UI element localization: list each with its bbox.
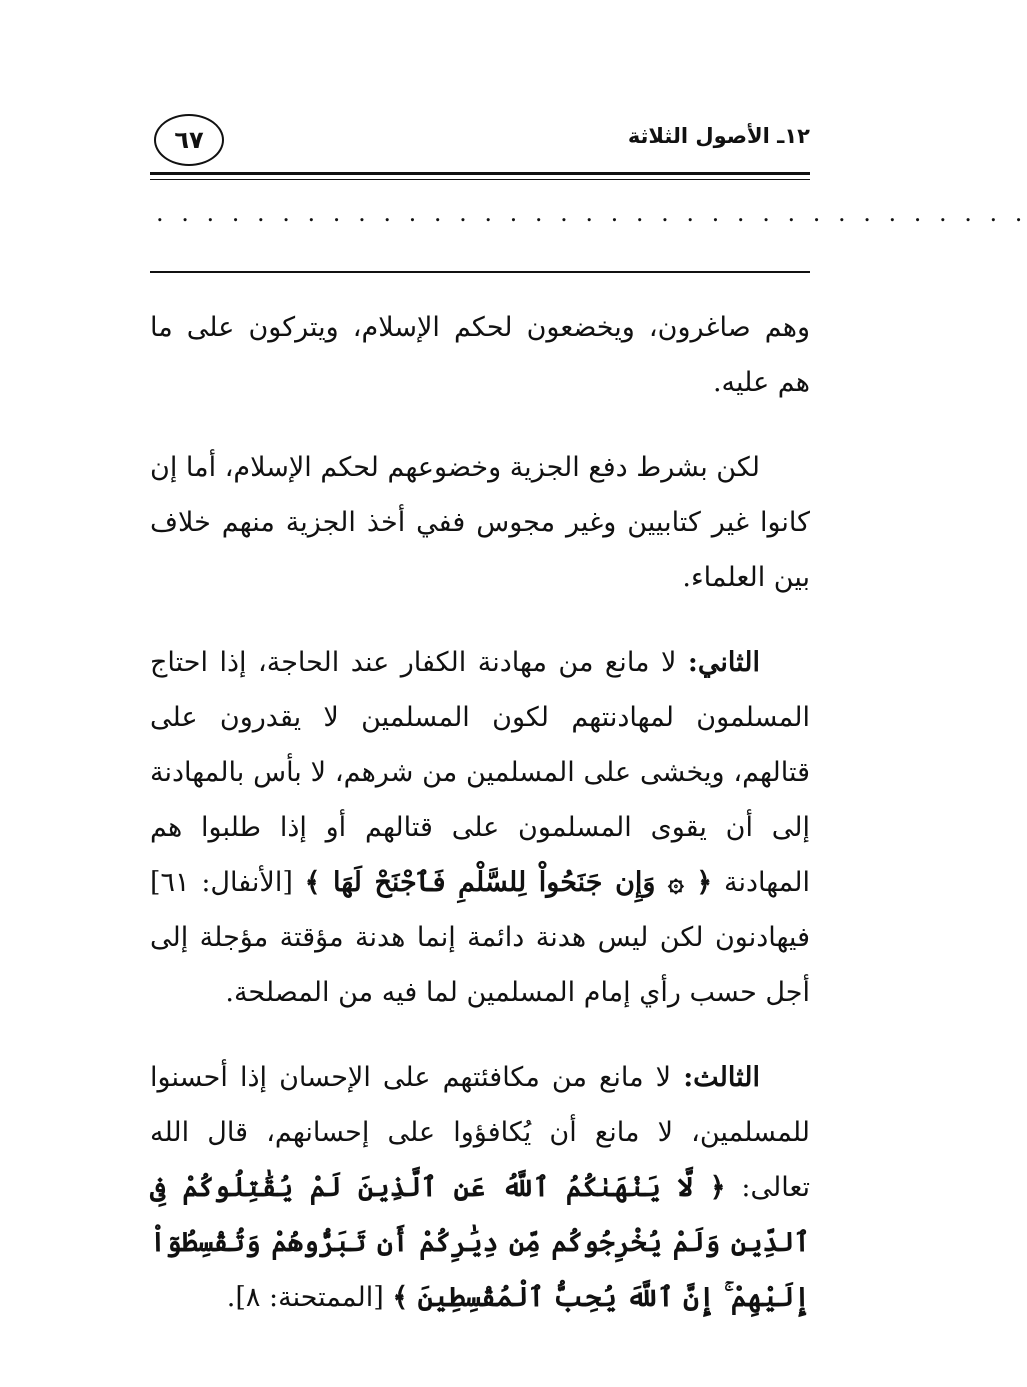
quran-verse: ﴿ لَّا يَنْهَىٰكُمُ ٱللَّهُ عَنِ ٱلَّذِينَ لَمْ يُقَٰتِلُوكُمْ فِى ٱلدِّينِ وَلَمْ يُخْرِجُوكُم مِّن دِيَٰرِكُمْ أَن تَبَرُّوهُمْ وَتُقْسِطُوٓاْ إِلَيْهِمْ ۚ إِنَّ ٱللَّهَ يُحِبُّ ٱلْمُقْسِطِينَ ﴾ bbox=[150, 1172, 810, 1313]
page-number: ٦٧ bbox=[154, 114, 224, 166]
paragraph-text: لا مانع من مهادنة الكفار عند الحاجة، إذا احتاج المسلمون لمهادنتهم لكون المسلمين لا يقدرون على قتالهم، ويخشى على المسلمين من شرهم، لا بأس بالمهادنة إلى أن يقوى المسلمون على قتالهم أو إذا طلبوا هم المهادنة bbox=[150, 647, 810, 898]
paragraph-text: [الأنفال: ٦١] فيهادنون لكن ليس هدنة دائمة إنما هدنة مؤقتة مؤجلة إلى أجل حسب رأي إمام المسلمين لما فيه من المصلحة. bbox=[150, 867, 810, 1008]
quran-verse: ﴿ ۞ وَإِن جَنَحُواْ لِلسَّلْمِ فَٱجْنَحْ لَهَا ﴾ bbox=[304, 867, 713, 898]
header-rule-thin bbox=[150, 179, 810, 180]
footnote-dots: . . . . . . . . . . . . . . . . . . . . . . . . . . . . . . . . . . . bbox=[156, 199, 1027, 227]
paragraph-text: وهم صاغرون، ويخضعون لحكم الإسلام، ويتركون على ما هم عليه. bbox=[150, 312, 810, 398]
paragraph-lead: الثاني: bbox=[687, 647, 760, 678]
page-header bbox=[150, 110, 810, 172]
paragraph-lead: الثالث: bbox=[683, 1062, 760, 1093]
header-rule-thick bbox=[150, 172, 810, 175]
running-title: ١٢ـ الأصول الثلاثة bbox=[627, 124, 810, 148]
paragraph-4 bbox=[150, 1050, 810, 1325]
paragraph-3 bbox=[150, 635, 810, 1020]
paragraph-text: [الممتحنة: ٨]. bbox=[226, 1282, 393, 1313]
section-separator bbox=[150, 271, 810, 273]
paragraph-2 bbox=[150, 440, 810, 605]
paragraph-text: لا مانع من مكافئتهم على الإحسان إذا أحسنوا للمسلمين، لا مانع أن يُكافؤوا على إحسانهم، قال الله تعالى: bbox=[150, 1062, 810, 1203]
paragraph-1 bbox=[150, 300, 810, 410]
page-body bbox=[150, 300, 810, 1355]
paragraph-text: لكن بشرط دفع الجزية وخضوعهم لحكم الإسلام، أما إن كانوا غير كتابيين وغير مجوس ففي أخذ الجزية منهم خلاف بين العلماء. bbox=[150, 452, 810, 593]
